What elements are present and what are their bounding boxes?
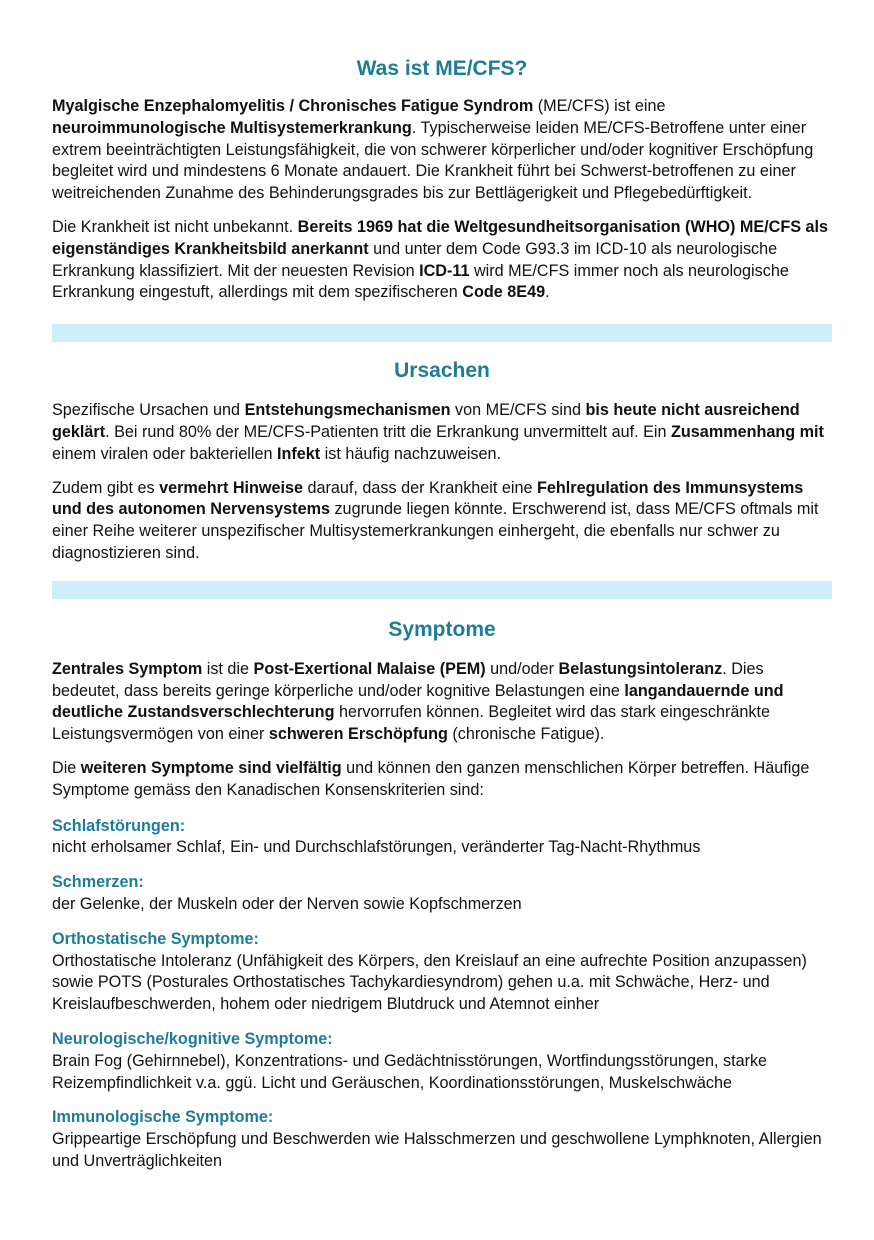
text-run: . (545, 283, 550, 302)
text-run: . Typischerweise leiden ME/CFS-Betroffene unter einer extrem beeinträchtigten Leistungsfähigkeit, die von schwerer körperlicher und/oder kognitiver Erschöpfung begleitet wird und mindestens 6 Monate andauert. Die Krankheit führt bei Schwerst-betroffenen zu einer weitreichenden Zunahme des Behinderungsgrades bis zur Bettlägerigkeit und Pflegebedürftigkeit. (52, 118, 814, 203)
section-title-ursachen: Ursachen (394, 359, 490, 383)
symptom-category-text: Orthostatische Intoleranz (Unfähigkeit des Körpers, den Kreislauf an eine aufrechte Position anzupassen) sowie POTS (Posturales Orthostatisches Tachykardiesyndrom) gehen u.a. mit Schwäche, Herz- und Kreislaufbeschwerden, hohem oder niedrigem Blutdruck und Atemnot einher (52, 951, 807, 1014)
list-item (52, 816, 832, 860)
section-divider (52, 581, 832, 599)
bold-text-run: Infekt (276, 444, 321, 463)
document-page (52, 56, 832, 1186)
symptom-category-text: der Gelenke, der Muskeln oder der Nerven sowie Kopfschmerzen (52, 894, 522, 913)
text-run: von ME/CFS sind (450, 401, 586, 420)
symptom-category-heading: Neurologische/kognitive Symptome: (52, 1029, 333, 1048)
text-run: und/oder (485, 659, 559, 678)
bold-text-run: Fehlregulation des Immunsystems und des autonomen Nervensystems (52, 478, 804, 519)
bold-text-run: Entstehungsmechanismen (244, 401, 451, 420)
section-title-was-ist: Was ist ME/CFS? (356, 57, 528, 80)
paragraph-ursachen (52, 400, 832, 465)
text-run: . Bei rund 80% der ME/CFS-Patienten tritt die Erkrankung unvermittelt auf. Ein (105, 422, 672, 441)
bold-text-run: vermehrt Hinweise (159, 478, 304, 497)
bold-text-run: Belastungsintoleranz (558, 659, 723, 678)
bold-text-run: Zentrales Symptom (52, 659, 203, 678)
text-run: einem viralen oder bakteriellen (52, 444, 277, 463)
text-run: und unter dem Code G93.3 im ICD-10 als neurologische Erkrankung klassifiziert. Mit der neuesten Revision (52, 239, 778, 280)
text-run: zugrunde liegen könnte. Erschwerend ist, dass ME/CFS oftmals mit einer Reihe weiterer unspezifischer Multisystemerkrankungen einhergeht, die ebenfalls nur schwer zu diagnostizieren sind. (52, 500, 819, 562)
bold-text-run: ICD-11 (419, 261, 470, 280)
text-run: darauf, dass der Krankheit eine (303, 478, 537, 497)
paragraph-hinweise (52, 478, 832, 565)
symptom-list (52, 816, 832, 1173)
bold-text-run: schweren Erschöpfung (268, 725, 448, 744)
symptom-category-text: Brain Fog (Gehirnnebel), Konzentrations- und Gedächtnisstörungen, Wortfindungsstörungen, starke Reizempfindlichkeit v.a. ggü. Licht und Geräuschen, Koordinationsstörungen, Muskelschwäche (52, 1051, 768, 1092)
symptom-category-text: Grippeartige Erschöpfung und Beschwerden wie Halsschmerzen und geschwollene Lymphknoten, Allergien und Unverträglichkeiten (52, 1130, 822, 1170)
symptom-category-heading: Immunologische Symptome: (52, 1108, 274, 1127)
list-item (52, 1029, 832, 1094)
text-run: ist die (202, 659, 254, 678)
bold-text-run: Zusammenhang mit (671, 422, 824, 441)
list-item (52, 1107, 832, 1172)
symptom-category-heading: Orthostatische Symptome: (52, 929, 259, 948)
bold-text-run: langandauernde und deutliche Zustandsverschlechterung (52, 681, 784, 722)
text-run: wird ME/CFS immer noch als neurologische Erkrankung eingestuft, allerdings mit dem spezifischeren (52, 261, 789, 302)
list-item (52, 872, 832, 916)
text-run: (ME/CFS) ist eine (533, 97, 666, 115)
text-run: . Dies bedeutet, dass bereits geringe körperliche und/oder kognitive Belastungen eine (52, 659, 764, 700)
bold-text-run: bis heute nicht ausreichend geklärt (52, 401, 800, 441)
bold-text-run: neuroimmunologische Multisystemerkrankung (52, 118, 412, 137)
section-title-symptome: Symptome (388, 617, 496, 641)
paragraph-who-classification (52, 217, 832, 304)
paragraph-zentrales-symptom (52, 659, 832, 746)
text-run: und können den ganzen menschlichen Körper betreffen. Häufige Symptome gemäss den Kanadischen Konsenskriterien sind: (52, 758, 810, 799)
text-run: hervorrufen können. Begleitet wird das stark eingeschränkte Leistungsvermögen von einer (52, 703, 770, 744)
text-run: (chronische Fatigue). (447, 725, 605, 744)
bold-text-run: Bereits 1969 hat die Weltgesundheitsorganisation (WHO) ME/CFS als eigenständiges Krankheitsbild anerkannt (52, 217, 829, 258)
symptom-category-heading: Schmerzen: (52, 873, 144, 892)
bold-text-run: Code 8E49 (462, 283, 546, 302)
text-run: Zudem gibt es (52, 478, 160, 497)
text-run: Die Krankheit ist nicht unbekannt. (52, 217, 298, 236)
list-item (52, 929, 832, 1016)
text-run: Die (52, 758, 81, 777)
paragraph-weitere-symptome (52, 758, 832, 802)
symptom-category-heading: Schlafstörungen: (52, 816, 186, 835)
paragraph-definition (52, 96, 832, 205)
symptom-category-text: nicht erholsamer Schlaf, Ein- und Durchschlafstörungen, veränderter Tag-Nacht-Rhythmus (52, 838, 701, 857)
bold-text-run: Myalgische Enzephalomyelitis / Chronisches Fatigue Syndrom (52, 97, 534, 115)
text-run: Spezifische Ursachen und (52, 401, 245, 420)
bold-text-run: weiteren Symptome sind vielfältig (80, 758, 342, 777)
bold-text-run: Post-Exertional Malaise (PEM) (253, 659, 486, 678)
section-divider (52, 324, 832, 342)
text-run: ist häufig nachzuweisen. (320, 444, 502, 463)
